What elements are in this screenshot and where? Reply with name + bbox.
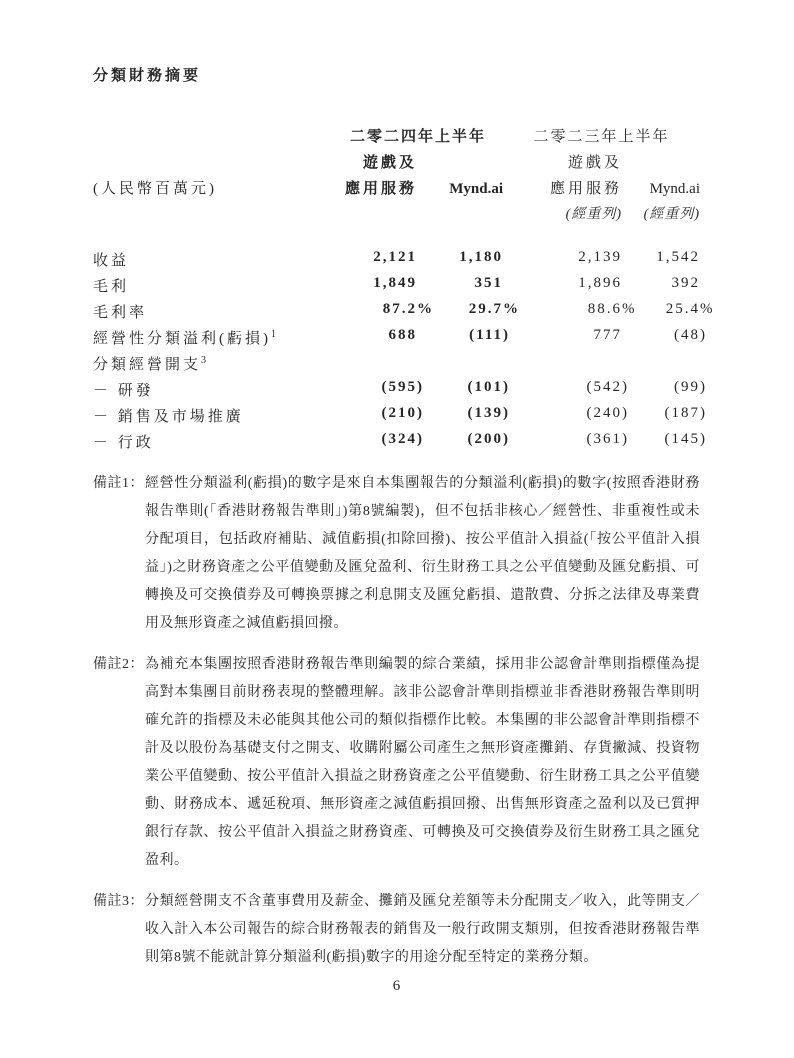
table-header-segment-row1 — [93, 150, 700, 176]
cell-2024-games — [333, 348, 417, 374]
footnote — [93, 470, 700, 638]
cell-2024-games: (324 ) — [381, 431, 424, 447]
cell-2023-games: 777 — [593, 327, 622, 343]
unit-label: (人民幣百萬元) — [93, 181, 217, 197]
cell-2024-myndai: 351 — [474, 275, 503, 291]
segment-financial-table — [93, 124, 715, 452]
row-label: 毛利率 — [93, 305, 148, 321]
table-header-gap — [93, 228, 700, 244]
row-label: 分類經營開支$^3$ — [93, 355, 207, 373]
table-header-segment-row2 — [93, 176, 700, 202]
col-header-2024-myndai-line2: Mynd.ai — [449, 181, 503, 197]
cell-2023-myndai: (99 ) — [674, 379, 707, 395]
table-row — [93, 322, 707, 348]
cell-2023-myndai: 1,542 — [656, 249, 700, 265]
cell-2024-games: (210 ) — [381, 405, 424, 421]
cell-2024-games: (595 ) — [381, 379, 424, 395]
header-spacer — [93, 202, 333, 228]
col-header-2024-games-line1: 遊戲及 — [362, 155, 417, 171]
cell-2024-myndai: (101 ) — [467, 379, 510, 395]
cell-2024-myndai — [417, 348, 503, 374]
table-row — [93, 270, 700, 296]
row-label: － 行政 — [93, 435, 154, 451]
header-spacer — [93, 150, 333, 176]
cell-2024-myndai: (139 ) — [467, 405, 510, 421]
cell-2024-myndai: 1,180 — [459, 249, 503, 265]
table-row — [93, 348, 700, 374]
cell-2024-myndai: (111 ) — [469, 327, 510, 343]
footnotes-section — [93, 470, 700, 972]
row-label: － 研發 — [93, 383, 154, 399]
col-header-2023-games-line1: 遊戲及 — [567, 155, 622, 171]
period-header-2024h1: 二零二四年上半年 — [349, 129, 486, 145]
cell-2024-games: 87.2 % — [382, 301, 434, 317]
row-label: 收益 — [93, 253, 130, 269]
table-row — [93, 374, 707, 400]
col-header-2024-games-line2: 應用服務 — [344, 181, 417, 197]
cell-2023-games: 1,896 — [578, 275, 622, 291]
cell-2024-myndai: (200 ) — [467, 431, 510, 447]
row-label: 經營性分類溢利(虧損)$^1$ — [93, 329, 276, 347]
cell-2023-myndai — [622, 348, 700, 374]
table-row — [93, 296, 715, 322]
footnote-reference: 3 — [201, 355, 207, 366]
table-rows — [93, 244, 715, 452]
col-header-2023-games-line2: 應用服務 — [549, 181, 622, 197]
table-row — [93, 400, 707, 426]
table-row — [93, 244, 700, 270]
cell-2023-games — [503, 348, 622, 374]
footnote-reference: 1 — [271, 329, 276, 340]
cell-2023-games: 88.6 % — [587, 301, 637, 317]
cell-2023-myndai: 392 — [671, 275, 700, 291]
row-label: － 銷售及市場推廣 — [93, 409, 244, 425]
footnote-text: 為補充本集團按照香港財務報告準則編製的綜合業績，採用非公認會計準則指標僅為提高對本集團目前財務表現的整體理解。該非公認會計準則指標並非香港財務報告準則明確允許的指標及未必能與其他公司的類似指標作比較。本集團的非公認會計準則指標不計及以股份為基礎支付之開支、收購附屬公司產生之無形資產攤銷、存貨撇減、投資物業公平值變動、按公平值計入損益之財務資產之公平值變動、衍生財務工具之公平值變動、財務成本、遞延稅項、無形資產之減值虧損回撥、出售無形資產之盈利以及已質押銀行存款、按公平值計入損益之財務資產、可轉換及可交換債券及衍生財務工具之匯兌盈利。 — [145, 657, 700, 868]
table-header-period-row — [93, 124, 700, 150]
cell-2024-games: 688 — [388, 327, 417, 343]
table-row — [93, 426, 707, 452]
page-number: 6 — [392, 978, 401, 994]
cell-2023-games: 2,139 — [578, 249, 622, 265]
footnote-label: 備註2： — [93, 657, 144, 672]
col-header-2023-myndai-restated: (經重列) — [643, 207, 700, 222]
footnote-label: 備註3： — [93, 894, 144, 909]
cell-2023-games: (542 ) — [586, 379, 629, 395]
header-spacer — [93, 124, 333, 150]
cell-2024-games: 1,849 — [373, 275, 417, 291]
footnote-text: 分類經營開支不含董事費用及薪金、攤銷及匯兌差額等未分配開支／收入，此等開支／收入計入本公司報告的綜合財務報表的銷售及一般行政開支類別，但按香港財務報告準則第8號不能就計算分類溢利(虧損)數字的用途分配至特定的業務分類。 — [145, 894, 700, 965]
cell-2023-games: (361 ) — [586, 431, 629, 447]
footnote — [93, 651, 700, 875]
col-header-2023-games-restated: (經重列) — [565, 207, 622, 222]
col-header-2024-games-restated — [333, 202, 417, 228]
period-header-2023h1: 二零二三年上半年 — [533, 129, 670, 145]
footnote-label: 備註1： — [93, 476, 144, 491]
table-header-restated-row — [93, 202, 700, 228]
footnote-text: 經營性分類溢利(虧損)的數字是來自本集團報告的分類溢利(虧損)的數字(按照香港財務報告準則(「香港財務報告準則」)第8號編製)，但不包括非核心／經營性、非重複性或未分配項目，包括政府補貼、減值虧損(扣除回撥)、按公平值計入損益(「按公平值計入損益」)之財務資產之公平值變動及匯兌盈利、衍生財務工具之公平值變動及匯兌虧損、可轉換及可交換債券及可轉換票據之利息開支及匯兌虧損、遣散費、分拆之法律及專業費用及無形資產之減值虧損回撥。 — [145, 476, 700, 631]
col-header-2023-myndai-line1 — [622, 150, 700, 176]
cell-2023-games: (240 ) — [586, 405, 629, 421]
col-header-2024-myndai-line1 — [417, 150, 503, 176]
cell-2023-myndai: (145 ) — [664, 431, 707, 447]
cell-2024-games: 2,121 — [373, 249, 417, 265]
col-header-2023-myndai-line2: Mynd.ai — [649, 181, 700, 197]
row-label: 毛利 — [93, 279, 130, 295]
col-header-2024-myndai-restated — [417, 202, 503, 228]
cell-2023-myndai: 25.4 % — [665, 301, 715, 317]
cell-2023-myndai: (187 ) — [664, 405, 707, 421]
page-title: 分類財務摘要 — [93, 68, 202, 84]
footnote — [93, 888, 700, 972]
cell-2023-myndai: (48 ) — [674, 327, 707, 343]
cell-2024-myndai: 29.7 % — [468, 301, 520, 317]
